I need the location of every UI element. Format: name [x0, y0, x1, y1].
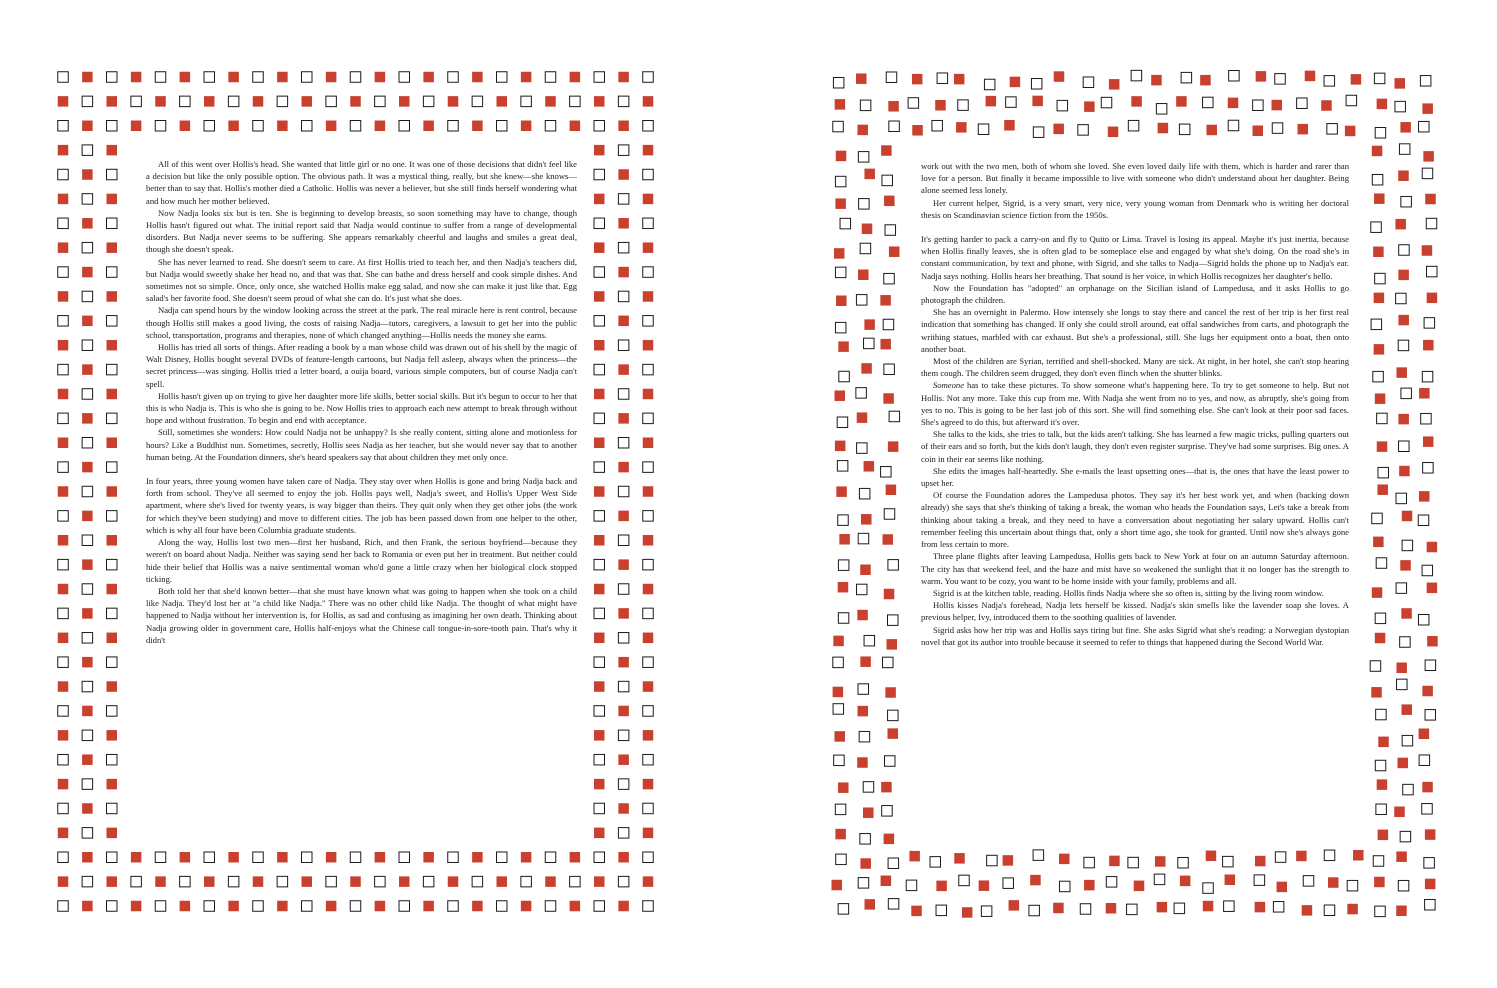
- paragraph: [921, 550, 1349, 587]
- paragraph: [921, 489, 1349, 550]
- paragraph-text: It's getting harder to pack a carry-on and fly to Quito or Lima. Travel is losing its appeal. Maybe it's just inertia, because when Hollis finally leaves, she is often glad to be someplace else and engaged by what she's doing. On the road she's in constant communication, by text and phone, with Sigrid, and she talks to Nadja—Sigrid holds the phone up to Nadja's ear. Nadja says nothing. Hollis hears her breathing. That sound is her voice, in which Hollis recognizes her daughter's hello.: [921, 234, 1349, 281]
- paragraph: [921, 355, 1349, 379]
- right-page-text-block: [921, 160, 1349, 832]
- paragraph-text: Three plane flights after leaving Lampedusa, Hollis gets back to New York at four on an autumn Saturday afternoon. The city has that weekend feel, and the haze and mist have so weakened the sunlight that it no longer has the strength to warm. You want to be cozy, you want to be home inside with your family, problems and all.: [921, 551, 1349, 586]
- paragraph: [921, 160, 1349, 197]
- paragraph: [921, 428, 1349, 465]
- paragraph-text: Sigrid is at the kitchen table, reading. Hollis finds Nadja where she so often is, sitting by the living room window.: [933, 587, 1324, 598]
- paragraph-text: Along the way, Hollis lost two men—first her husband, Rich, and then Frank, the serious boyfriend—because they weren't on board about Nadja. Neither was saying send her back to Romania or even put her in treatment. But neither could hide their belief that Hollis was a naive sentimental woman who'd gone a little crazy when her biological clock stopped ticking.: [146, 537, 577, 584]
- paragraph-text: Now Nadja looks six but is ten. She is beginning to develop breasts, so soon something may have to change, though Hollis hasn't figured out what. The initial report said that Nadja would continue to suffer from a range of developmental disorders. But Nadja never seems to be suffering. She appears remarkably cheerful and laughs and smiles a great deal, though she doesn't speak.: [146, 207, 577, 255]
- paragraph-text: Her current helper, Sigrid, is a very smart, very nice, very young woman from Denmark who is writing her doctoral thesis on Scandinavian science fiction from the 1950s.: [921, 197, 1349, 220]
- paragraph: [921, 599, 1349, 623]
- paragraph: [921, 282, 1349, 306]
- paragraph: [146, 390, 577, 427]
- paragraph-text: In four years, three young women have taken care of Nadja. They stay over when Hollis is gone and bring Nadja back and forth from school. They've all seemed to enjoy the job. Hollis pays well, Nadja's sweet, and Hollis's Upper West Side apartment, where she's lived for twenty years, is way bigger than theirs. They quit only when they get other jobs (the work for which they've been studying) and move to different cities. The job has been passed down from one helper to the other, which is why all four have been Columbia graduate students.: [146, 476, 577, 535]
- emphasis: Someone: [933, 380, 965, 391]
- paragraph-text: work out with the two men, both of whom she loved. She even loved daily life with them, which is harder and rarer than love for a person. But finally it became impossible to live with someone who didn't understand about her daughter. Being alone seemed less lonely.: [921, 161, 1349, 196]
- paragraph-text: She has an overnight in Palermo. How intensely she longs to stay there and cancel the rest of her trip is her first real indication that something has changed. If only she could stroll around, eat offal sandwiches from carts, and photograph the writhing statues, marbled with car exhaust. But she's a professional, still. She lugs her equipment onto a boat, then onto another boat.: [921, 307, 1349, 354]
- paragraph: [146, 256, 577, 305]
- paragraph: [921, 624, 1349, 648]
- left-page-text-block: [146, 158, 577, 830]
- paragraph-text: Most of the children are Syrian, terrified and shell-shocked. Many are sick. At night, in her hotel, she can't stop hearing them cough. The children seem drugged, they don't even flinch when the shutter blinks.: [921, 356, 1349, 379]
- right-page: [748, 0, 1497, 988]
- paragraph-text: Hollis hasn't given up on trying to give her daughter more life skills, better social skills. But it's begun to occur to her that this is who Nadja is. This is who she is going to be. Now Hollis tries to approach each new attempt to break through without hope and without frustration. To begin and end with acceptance.: [146, 390, 577, 426]
- paragraph: [146, 585, 577, 646]
- paragraph-text: She talks to the kids, she tries to talk, but the kids aren't talking. She has learned a few magic tricks, pulling quarters out of their ears and so forth, but the kids don't laugh, they don't even register surprise. They've had some surprises. Big ones. A coin in their ear seems like nothing.: [921, 429, 1349, 464]
- paragraph-text: Nadja can spend hours by the window looking across the street at the park. The real miracle here is rent control, because though Hollis still makes a good living, the costs of raising Nadja—tutors, caregivers, a lawsuit to get her into the public school, transportation, programs and therapies, none of which changed anything—Hollis needs the money she earns.: [146, 305, 577, 340]
- paragraph-text: She has never learned to read. She doesn't seem to care. At first Hollis tried to teach her, and then Nadja's teachers did, but Nadja would sweetly shake her head no, and that was that. She can bathe and dress herself and cook simple dishes. And sometimes not so simple. Once, only once, she watched Hollis make egg salad, and now she can make it just like that. Egg salad's her favorite food. She doesn't seem proud of what she can do. It's just what she does.: [146, 256, 577, 304]
- paragraph: [146, 207, 577, 256]
- paragraph-text: Both told her that she'd known better—that she must have known what was going to happen when she took on a child like Nadja. They'd lost her at "a child like Nadja." There was no other child like Nadja. The thought of what might have happened to Nadja without her intervention is, for Hollis, as sad and confusing as imagining her own death. Thinking about Nadja growing older in government care, Hollis half-enjoys what the Chinese call tongue-in-sore-tooth pain. That's why it didn't: [146, 585, 577, 645]
- paragraph-text: Sigrid asks how her trip was and Hollis says tiring but fine. She asks Sigrid what she's reading: a Norwegian dystopian novel that got its author into trouble because it seemed to refer to things that happened during the Second World War.: [921, 624, 1349, 647]
- paragraph: [146, 158, 577, 207]
- paragraph: [146, 304, 577, 341]
- paragraph: [921, 306, 1349, 355]
- paragraph-text: Now the Foundation has "adopted" an orphanage on the Sicilian island of Lampedusa, and it asks Hollis to go photograph the children.: [921, 282, 1349, 306]
- paragraph-text: She edits the images half-heartedly. She e-mails the least upsetting ones—that is, the ones that have the least power to upset her.: [921, 465, 1349, 489]
- paragraph-text: All of this went over Hollis's head. She wanted that little girl or no one. It was one of those decisions that didn't feel like a decision but like the only possible option. The obvious path. It was a mystical thing, really, but she knew—she knows—better than to say that. Hollis's mother died a Catholic. Hollis was never a believer, but she still finds herself wondering what and how much her mother believed.: [146, 159, 577, 206]
- paragraph: [146, 536, 577, 585]
- paragraph: [921, 587, 1349, 599]
- paragraph-text: Hollis kisses Nadja's forehead, Nadja lets herself be kissed. Nadja's skin smells like the lavender soap she loves. A previous helper, Ivy, introduced them to the soothing qualities of lavender.: [921, 600, 1349, 623]
- paragraph-text: Hollis has tried all sorts of things. After reading a book by a man whose child was drawn out of his shell by the magic of Walt Disney, Hollis bought several DVDs of feature-length cartoons, but Nadja fell asleep, always when the princess—the secret princess—was singing. Hollis tried a letter board, a ouija board, various simple computers, but of course Nadja can't spell.: [146, 342, 577, 389]
- paragraph: [921, 379, 1349, 428]
- paragraph: [921, 197, 1349, 221]
- paragraph-text: Of course the Foundation adores the Lampedusa photos. They say it's her best work yet, and when (backing down already) she says that she's thinking of taking a break, the woman who heads the Foundation says, Let's take a break from thinking about taking a break, and they need to have a conversation about negotiating her salary upward. Hollis can't remember feeling this uncertain about things that, only a short time ago, she took for granted. Until now she's always gone from less certain to more.: [921, 490, 1349, 550]
- paragraph: [146, 341, 577, 390]
- left-page: [0, 0, 748, 988]
- paragraph: [921, 233, 1349, 282]
- paragraph: [146, 475, 577, 536]
- paragraph: [146, 426, 577, 463]
- paragraph: [921, 465, 1349, 489]
- paragraph-text: Still, sometimes she wonders: How could Nadja not be unhappy? Is she really content, sitting alone and motionless for hours? Like a Buddhist nun. Sometimes, secretly, Hollis sees Nadja as her teacher, but she would never say that to another human being. At the Foundation dinners, she's heard speakers say that about children they met only once.: [146, 427, 577, 462]
- paragraph-text: has to take these pictures. To show someone what's happening here. To try to get someone to help. But not Hollis. Not any more. Take this cup from me. With Nadja she went from no to yes, and now, as abruptly, she's going from yes to no. This is going to be her last job of this sort. She will find something else. She can't look at their poor sad faces. She's agreed to do this, but afterward it's over.: [921, 380, 1349, 428]
